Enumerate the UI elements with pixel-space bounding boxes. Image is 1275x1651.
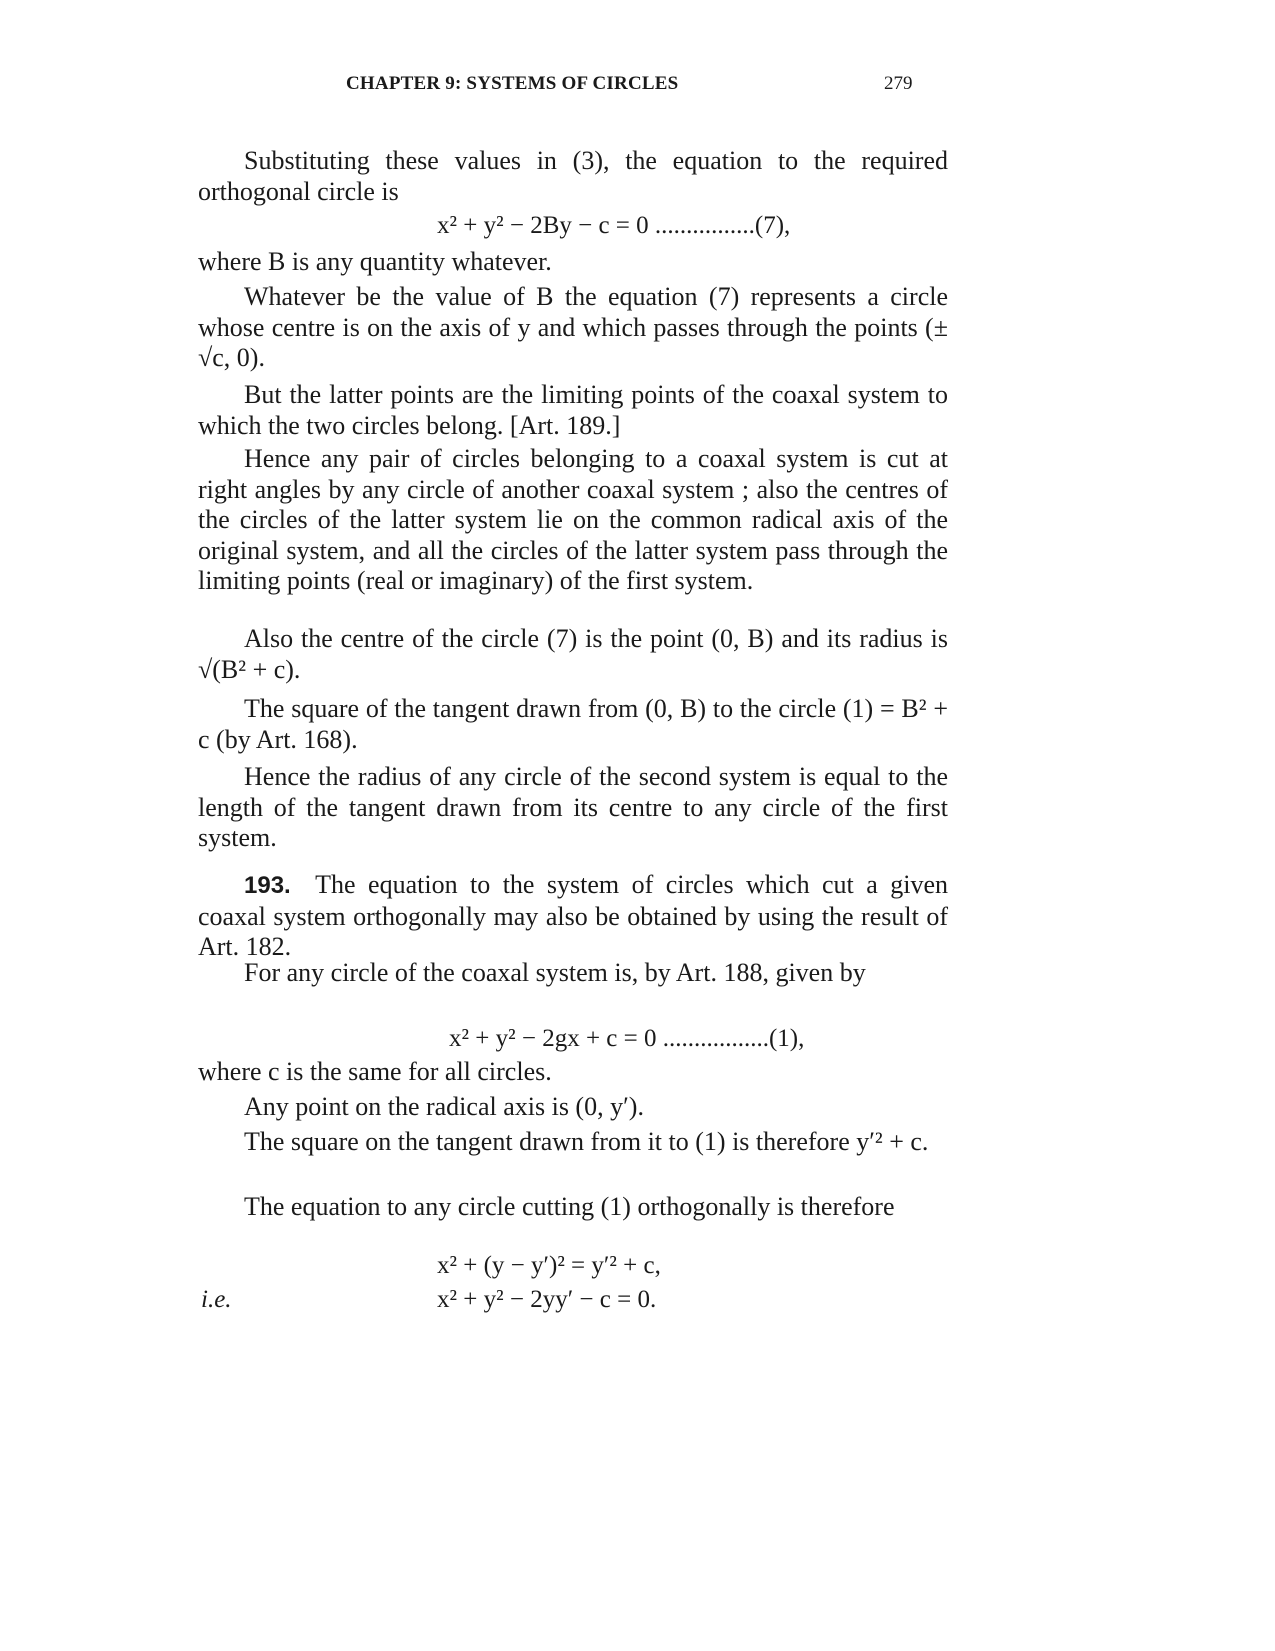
article-193 [198, 870, 948, 963]
equation-1: x² + y² − 2gx + c = 0 .................(1), [449, 1025, 805, 1052]
paragraph-8: Hence the radius of any circle of the second system is equal to the length of the tangent drawn from its centre to any circle of the first system. [198, 762, 948, 852]
paragraph-7: The square of the tangent drawn from (0, B) to the circle (1) = B² + c (by Art. 168). [198, 694, 948, 754]
page-number: 279 [884, 73, 913, 94]
running-head: CHAPTER 9: SYSTEMS OF CIRCLES [346, 73, 679, 94]
paragraph-1: Substituting these values in (3), the equation to the required orthogonal circle is [198, 146, 948, 206]
paragraph-4: But the latter points are the limiting points of the coaxal system to which the two circles belong. [Art. 189.] [198, 380, 948, 440]
paragraph-5: Hence any pair of circles belonging to a coaxal system is cut at right angles by any circle of another coaxal system ; also the centres of the circles of the latter system lie on the common radical axis of the original system, and all the circles of the latter system pass through the limiting points (real or imaginary) of the first system. [198, 444, 948, 595]
equation-orthogonal-b: x² + y² − 2yy′ − c = 0. [437, 1286, 657, 1313]
paragraph-6: Also the centre of the circle (7) is the point (0, B) and its radius is √(B² + c). [198, 624, 948, 684]
equation-orthogonal-a: x² + (y − y′)² = y′² + c, [437, 1252, 661, 1279]
paragraph-3: Whatever be the value of B the equation (7) represents a circle whose centre is on the axis of y and which passes through the points (± √c, 0). [198, 282, 948, 372]
paragraph-13: The square on the tangent drawn from it to (1) is therefore y′² + c. [244, 1127, 929, 1156]
paragraph-11: where c is the same for all circles. [198, 1057, 552, 1086]
paragraph-12: Any point on the radical axis is (0, y′). [244, 1092, 644, 1121]
paragraph-2: where B is any quantity whatever. [198, 247, 552, 276]
paragraph-10: For any circle of the coaxal system is, by Art. 188, given by [244, 958, 866, 987]
article-number: 193. [244, 872, 291, 899]
equation-7: x² + y² − 2By − c = 0 ................(7), [437, 212, 791, 239]
paragraph-14: The equation to any circle cutting (1) orthogonally is therefore [244, 1192, 895, 1221]
ie-label: i.e. [201, 1286, 232, 1313]
paragraph-9: The equation to the system of circles which cut a given coaxal system orthogonally may also be obtained by using the result of Art. 182. [198, 870, 948, 961]
